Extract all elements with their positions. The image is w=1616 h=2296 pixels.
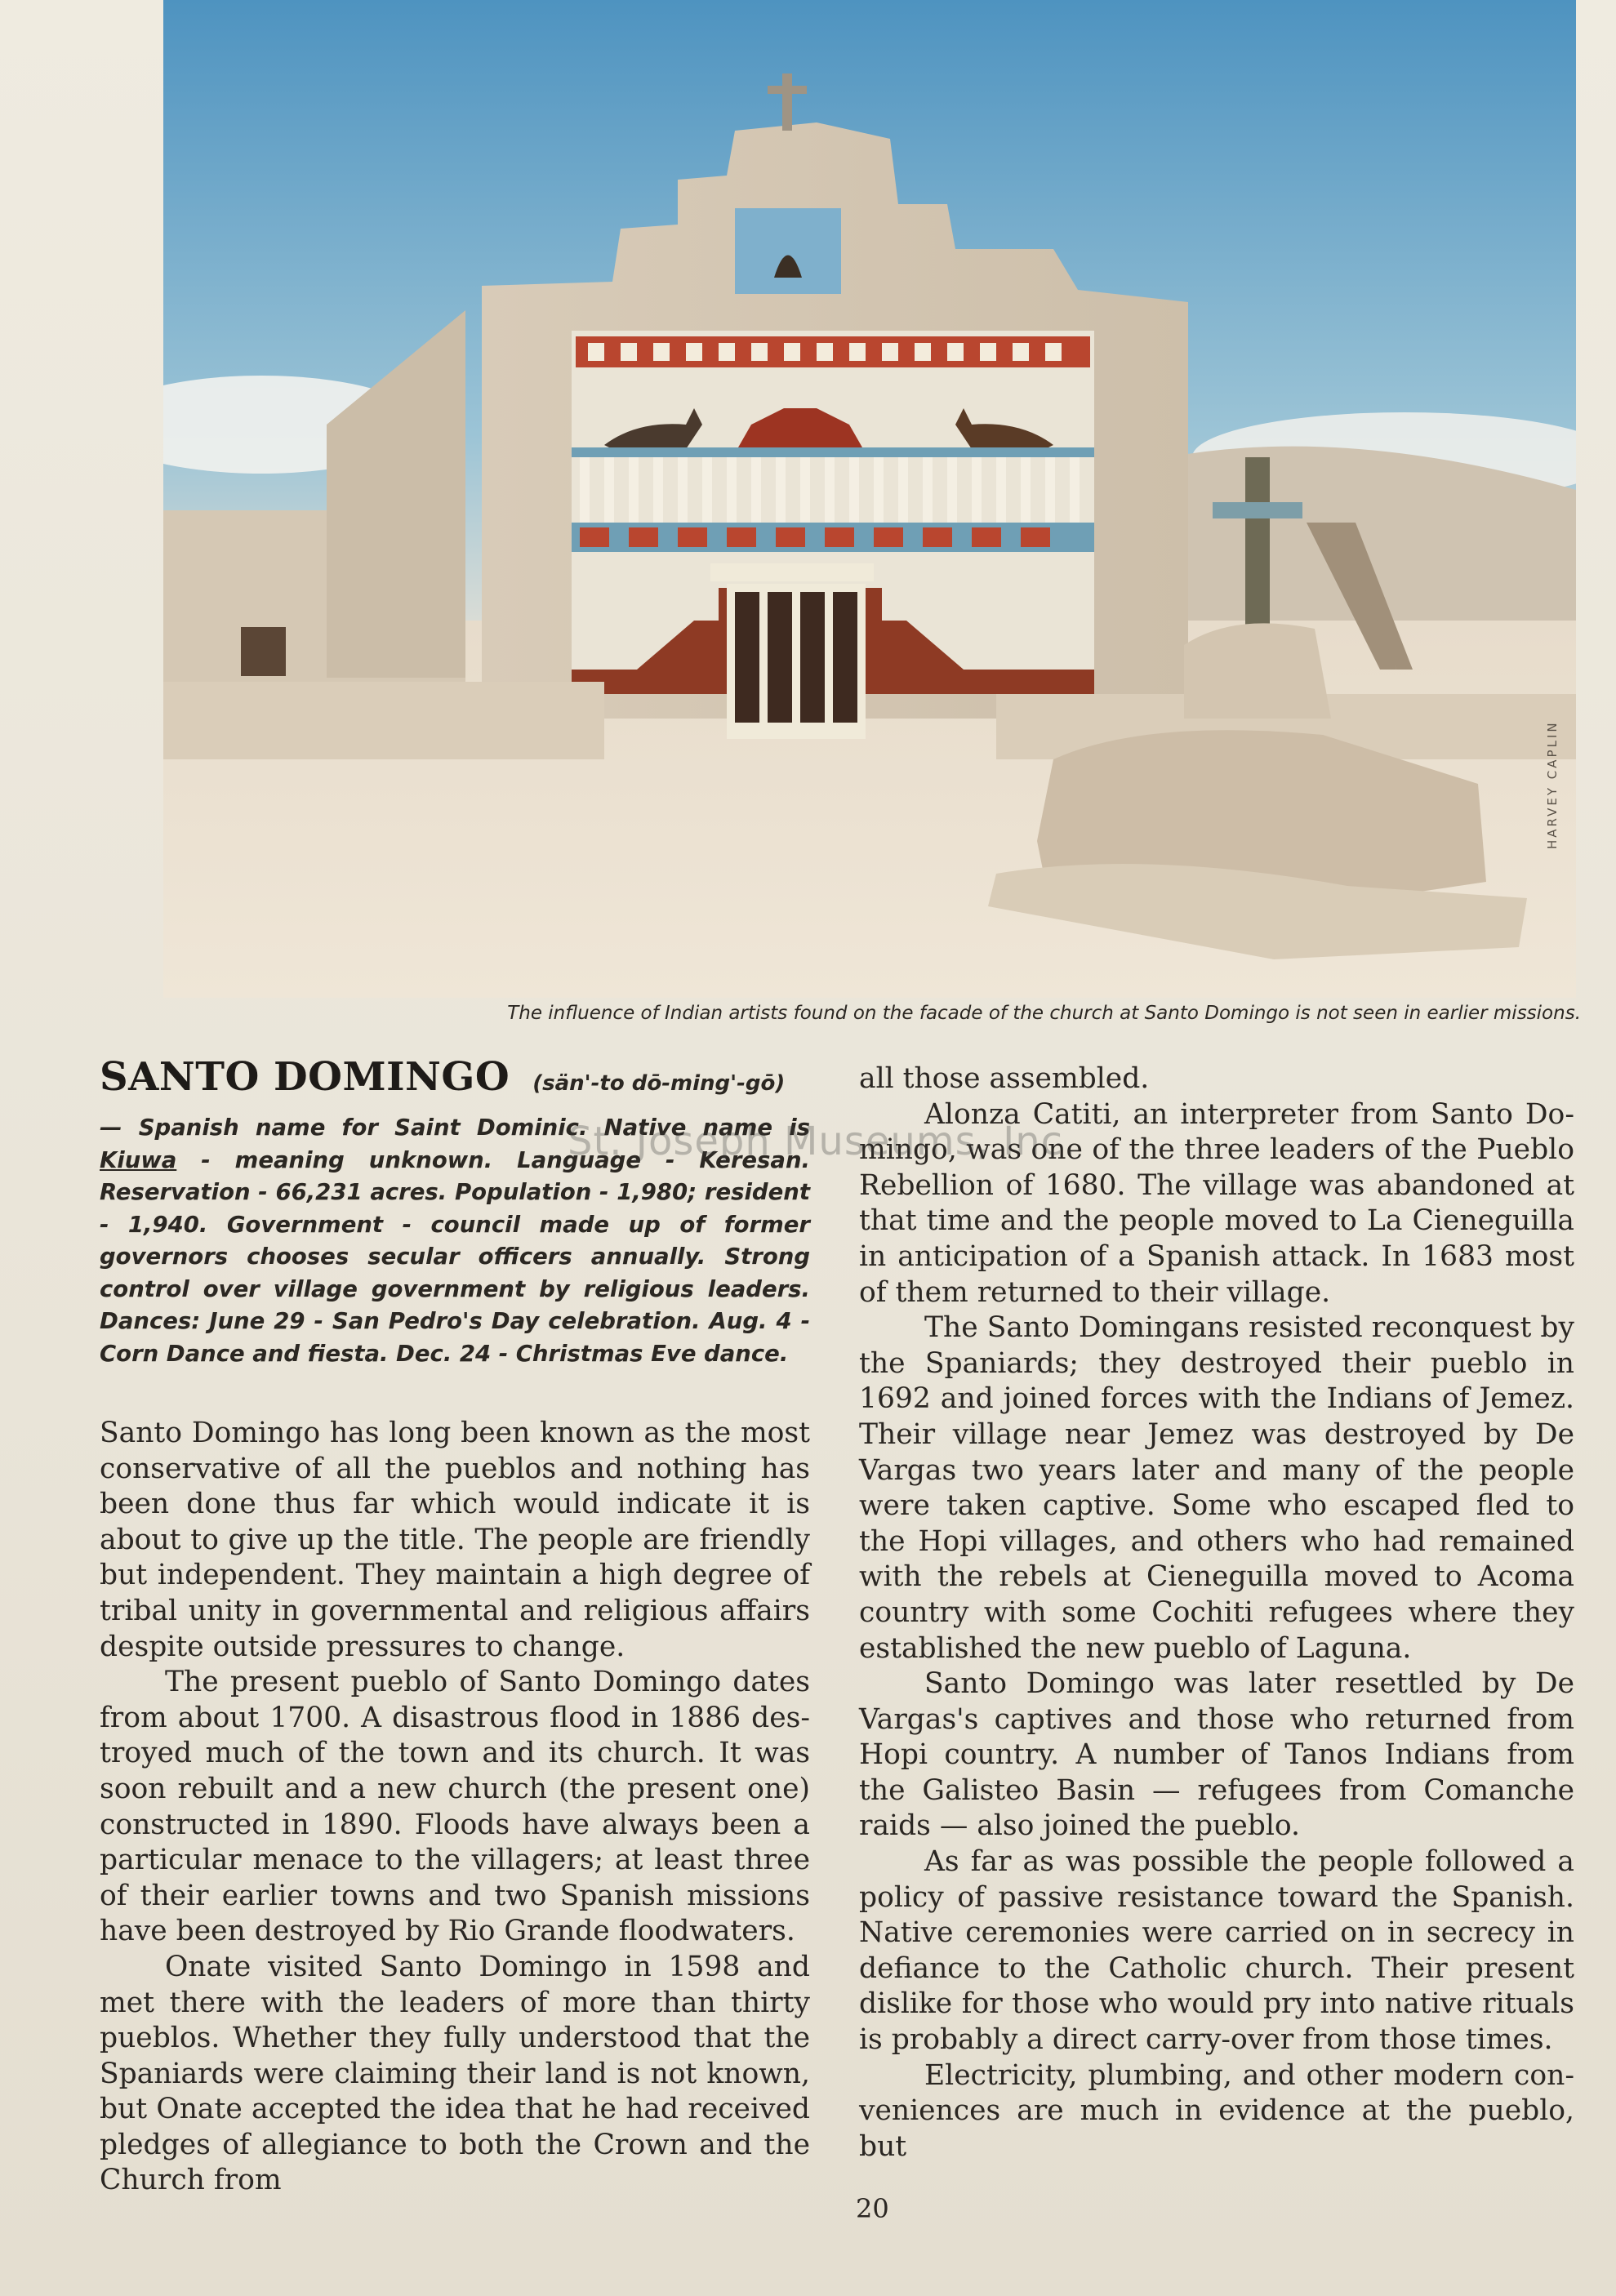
paragraph-right-6: Electricity, plumbing, and other modern conveniences are much in evidence at the pueblo, but [859,2058,1574,2163]
paragraph-right-3: The Santo Domingans resisted reconquest by the Spaniards; they destroyed their pueblo in 1692 and joined forces with the Indians of Jemez. Their village near Jemez was destroyed by De Vargas two years later and many of the people were taken captive. Some who escaped fled to the Hopi villages, and others who had remained with the rebels at Cieneguilla moved to Acoma country with some Cochiti refugees where they established the new pueblo of Laguna. [859,1311,1574,1665]
paragraph-right-2: Alonza Catiti, an interpreter from Santo Domingo, was one of the three leaders of the Pueblo Rebellion of 1680. The village was abandoned at that time and the people moved to La Cieneguilla in anticipation of a Spanish attack. In 1683 most of them returned to their village. [859,1097,1574,1309]
article-title: SANTO DOMINGO [100,1054,510,1100]
church-illustration [163,0,1576,998]
fact-lead: — Spanish name for Saint Dominic. Native name is [100,1115,810,1141]
church-photo [163,0,1576,998]
title-line [100,1051,810,1112]
page-number: 20 [856,2193,889,2224]
watermark-text: St. Joseph Museums, Inc. [568,1119,1077,1164]
paragraph-right-4: Santo Domingo was later resettled by De Vargas's captives and those who returned from Hopi country. A number of Tanos Indians from the Galisteo Basin — refugees from Comanche raids — also joined the pueblo. [859,1667,1574,1843]
paragraph-right-5: As far as was possible the people followed a policy of passive resistance toward the Spanish. Native ceremonies were carried on in secrecy in defiance to the Catholic church. Their present dislike for those who would pry into native rituals is probably a direct carry-over from those times. [859,1845,1574,2057]
native-name: Kiuwa [100,1146,177,1173]
paragraph-left-3: Onate visited Santo Domingo in 1598 and met there with the leaders of more than thirty pueblos. Whether they fully understood that the Spaniards were claiming their land is not known, but Onate accepted the idea that he had received pledges of allegiance to both the Crown and the Church from [100,1950,810,2197]
right-column [859,1061,1574,2165]
paragraph-right-1: all those assembled. [859,1062,1150,1095]
fact-rest: - meaning unknown. Language - Keresan. Reservation - 66,231 acres. Population - 1,980; resident - 1,940. Government - council made up of former governors chooses secular officers annually. Strong control over village government by religious leaders. Dances: June 29 - San Pedro's Day celebration. Aug. 4 - Corn Dance and fiesta. Dec. 24 - Christmas Eve dance. [100,1146,810,1367]
left-column [100,1051,810,2199]
photo-caption: The influence of Indian artists found on the facade of the church at Santo Domingo is not seen in earlier missions. [507,1003,1581,1024]
paragraph-left-1: Santo Domingo has long been known as the most conservative of all the pueblos and nothing has been done thus far which would indicate it is about to give up the title. The people are friendly but independent. They maintain a high degree of tribal unity in governmental and religious affairs despite outside pressures to change. [100,1417,810,1663]
paragraph-left-2: The present pueblo of Santo Domingo dates from about 1700. A disastrous flood in 1886 destroyed much of the town and its church. It was soon rebuilt and a new church (the present one) constructed in 1890. Floods have always been a particular menace to the villagers; at least three of their earlier towns and two Spanish missions have been destroyed by Rio Grande floodwaters. [100,1666,810,1948]
photo-credit: HARVEY CAPLIN [1545,720,1560,849]
pronunciation: (sän'-to dō-ming'-gō) [532,1071,786,1096]
